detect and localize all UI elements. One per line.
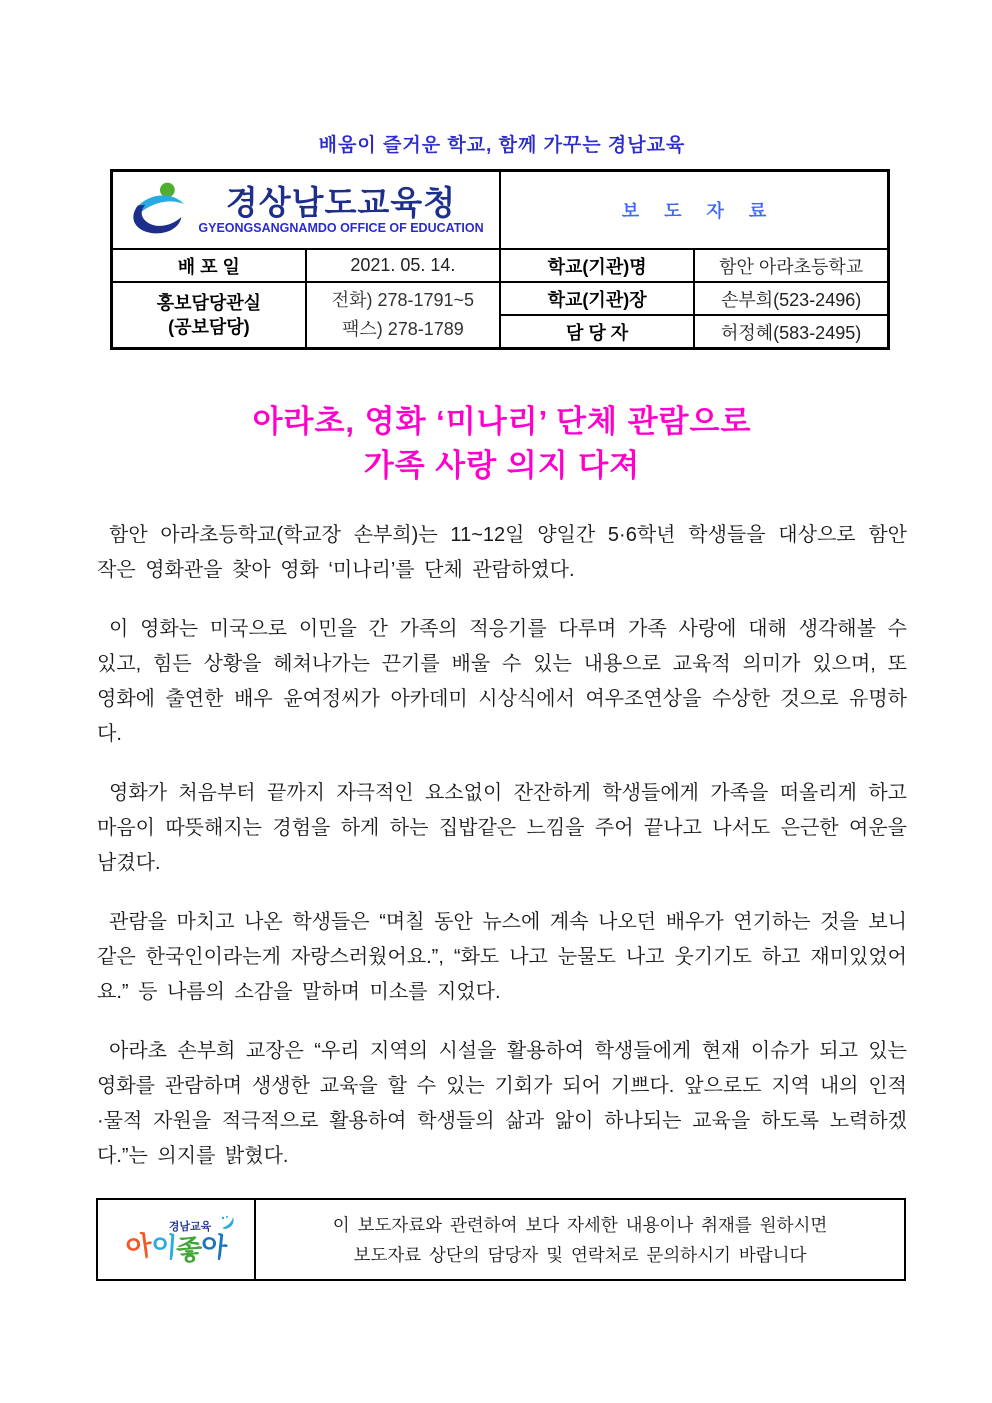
phone-number: 전화) 278-1791~5 [331,290,475,310]
fax-number: 팩스) 278-1789 [341,319,464,339]
school-name-value: 함안 아라초등학교 [694,249,888,282]
press-release-header-table [110,169,890,350]
paragraph-4: 관람을 마치고 나온 학생들은 “며칠 동안 뉴스에 계속 나오던 배우가 연기하는 것을 보니 같은 한국인이라는게 자랑스러웠어요.”, “화도 나고 눈물도 나고 웃기기도 하고 재미있었어요.” 등 나름의 소감을 말하며 미소를 지었다. [97,911,907,1003]
principal-value: 손부희(523-2496) [694,282,888,315]
principal-label: 학교(기관)장 [500,282,694,315]
pr-phone-fax-cell [306,282,500,349]
org-name-english: GYEONGSANGNAMDO OFFICE OF EDUCATION [198,220,484,235]
contact-notice-text [256,1200,904,1279]
org-logo-cell [112,171,501,250]
paragraph-3: 영화가 처음부터 끝까지 자극적인 요소없이 잔잔하게 학생들에게 가족을 떠올리게 하고 마음이 따뜻해지는 경험을 하게 하는 집밥같은 느낌을 주어 끝나고 나서도 은근한 여운을 남겼다. [97,782,907,874]
school-name-label: 학교(기관)명 [500,249,694,282]
paragraph-5: 아라초 손부희 교장은 “우리 지역의 시설을 활용하여 학생들에게 현재 이슈가 되고 있는 영화를 관람하며 생생한 교육을 할 수 있는 기회가 되어 기쁘다. 앞으로도 지역 내의 인적·물적 자원을 적극적으로 활용하여 학생들의 삶과 앎이 하나되는 교육을 하도록 노력하겠다.”는 의지를 밝혔다. [97,1040,907,1167]
article-body [97,518,907,1174]
aijoha-top-label: 경남교육 [168,1221,212,1233]
press-release-page [97,130,907,1281]
paragraph-2: 이 영화는 미국으로 이민을 간 가족의 적응기를 다루며 가족 사랑에 대해 생각해볼 수 있고, 힘든 상황을 헤쳐나가는 끈기를 배울 수 있는 내용으로 교육적 의미가 있으며, 또 영화에 출연한 배우 윤여정씨가 아카데미 시상식에서 여우조연상을 수상한 것으로 유명하다. [97,618,907,745]
contact-person-value: 허정혜(583-2495) [694,315,888,349]
contact-notice-box [96,1198,906,1281]
article-title-line2: 가족 사랑 의지 다져 [363,448,641,483]
paragraph-1: 함안 아라초등학교(학교장 손부희)는 11~12일 양일간 5·6학년 학생들을 대상으로 함안 작은 영화관을 찾아 영화 ‘미나리’를 단체 관람하였다. [97,524,907,581]
article-title [97,400,907,488]
pr-department-label: 홍보담당관실 (공보담당) [112,282,306,349]
brush-swoosh-icon [220,1216,236,1235]
release-date-value: 2021. 05. 14. [306,249,500,282]
contact-notice-line2: 보도자료 상단의 담당자 및 연락처로 문의하시기 바랍니다 [353,1244,807,1265]
contact-person-label: 담 당 자 [500,315,694,349]
contact-notice-line1: 이 보도자료와 관련하여 보다 자세한 내용이나 취재를 원하시면 [332,1214,828,1235]
org-name: 경상남도교육청 [225,183,457,221]
header-slogan: 배움이 즐거운 학교, 함께 가꾸는 경남교육 [318,135,686,156]
article-title-line1: 아라초, 영화 ‘미나리’ 단체 관람으로 [252,404,752,439]
office-of-education-emblem-icon [128,180,192,241]
aijoha-brand-logo-icon: 경남교육 아이좋아 [98,1200,256,1279]
release-date-label: 배 포 일 [112,249,306,282]
doc-type-title: 보 도 자 료 [500,171,889,250]
